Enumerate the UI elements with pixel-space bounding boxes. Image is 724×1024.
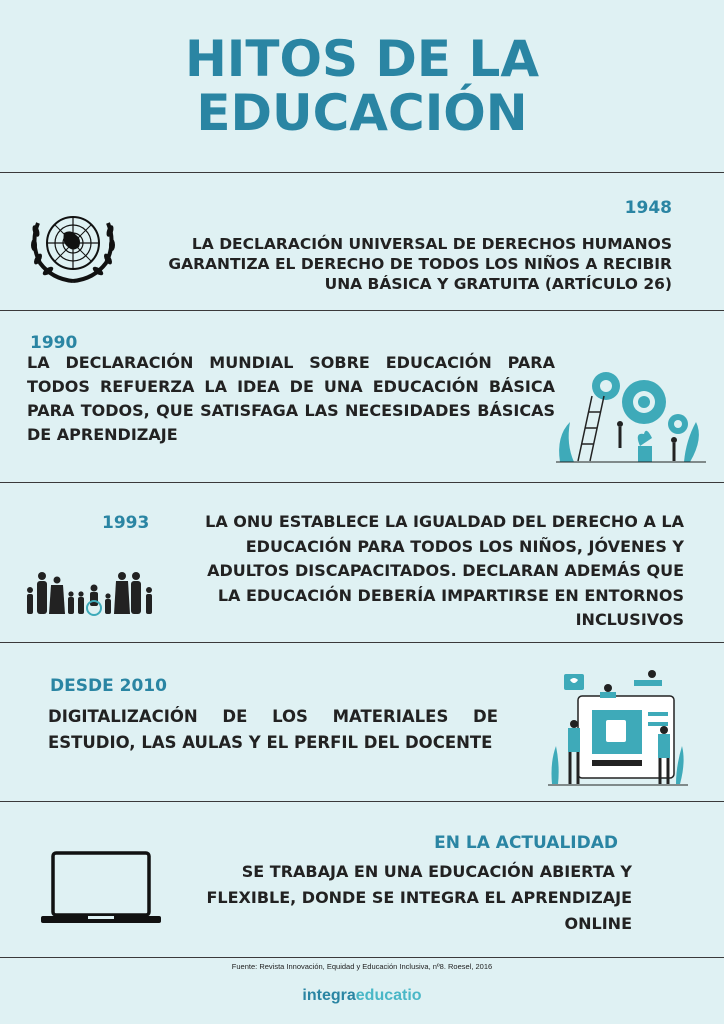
divider <box>0 482 724 483</box>
logo-part-2: educatio <box>355 987 422 1004</box>
page-title <box>0 32 724 140</box>
divider <box>0 642 724 643</box>
milestone-year-1948: 1948 <box>624 198 672 218</box>
milestone-text-1993: LA ONU ESTABLECE LA IGUALDAD DEL DERECHO A LA EDUCACIÓN PARA TODOS LOS NIÑOS, JÓVENES Y ADULTOS DISCAPACITADOS. DECLARAN ADEMÁS QUE LA EDUCACIÓN DEBERÍA IMPARTIRSE EN ENTORNOS INCLUSIVOS <box>205 512 684 629</box>
milestone-year-actualidad: EN LA ACTUALIDAD <box>434 833 618 853</box>
logo-part-1: integra <box>302 987 356 1004</box>
milestone-year-1990: 1990 <box>30 333 78 353</box>
title-line-1: HITOS DE LA <box>184 30 540 88</box>
milestone-year-2010: DESDE 2010 <box>50 676 167 696</box>
milestone-text-actualidad: SE TRABAJA EN UNA EDUCACIÓN ABIERTA Y FLEXIBLE, DONDE SE INTEGRA EL APRENDIZAJE ONLINE <box>206 862 632 933</box>
brand-logo <box>0 987 724 1005</box>
digital-screen-icon <box>548 666 688 788</box>
milestone-text-2010: DIGITALIZACIÓN DE LOS MATERIALES DE ESTUDIO, LAS AULAS Y EL PERFIL DEL DOCENTE <box>48 707 498 752</box>
milestone-text-1990: LA DECLARACIÓN MUNDIAL SOBRE EDUCACIÓN PARA TODOS REFUERZA LA IDEA DE UNA EDUCACIÓN BÁSICA PARA TODOS, QUE SATISFAGA LAS NECESIDADES BÁSICAS DE APRENDIZAJE <box>27 353 555 444</box>
milestone-year-1993: 1993 <box>102 513 150 533</box>
un-emblem-icon <box>24 205 122 287</box>
divider <box>0 957 724 958</box>
divider <box>0 172 724 173</box>
title-line-2: EDUCACIÓN <box>196 84 528 142</box>
gears-team-icon <box>556 366 706 464</box>
laptop-icon <box>40 850 162 926</box>
source-citation: Fuente: Revista Innovación, Equidad y Educación Inclusiva, nº8. Roesel, 2016 <box>231 962 493 971</box>
milestone-text-1948: LA DECLARACIÓN UNIVERSAL DE DERECHOS HUMANOS GARANTIZA EL DERECHO DE TODOS LOS NIÑOS A RECIBIR UNA BÁSICA Y GRATUITA (ARTÍCULO 26) <box>168 235 672 293</box>
divider <box>0 310 724 311</box>
divider <box>0 801 724 802</box>
people-silhouettes-icon <box>24 568 156 616</box>
